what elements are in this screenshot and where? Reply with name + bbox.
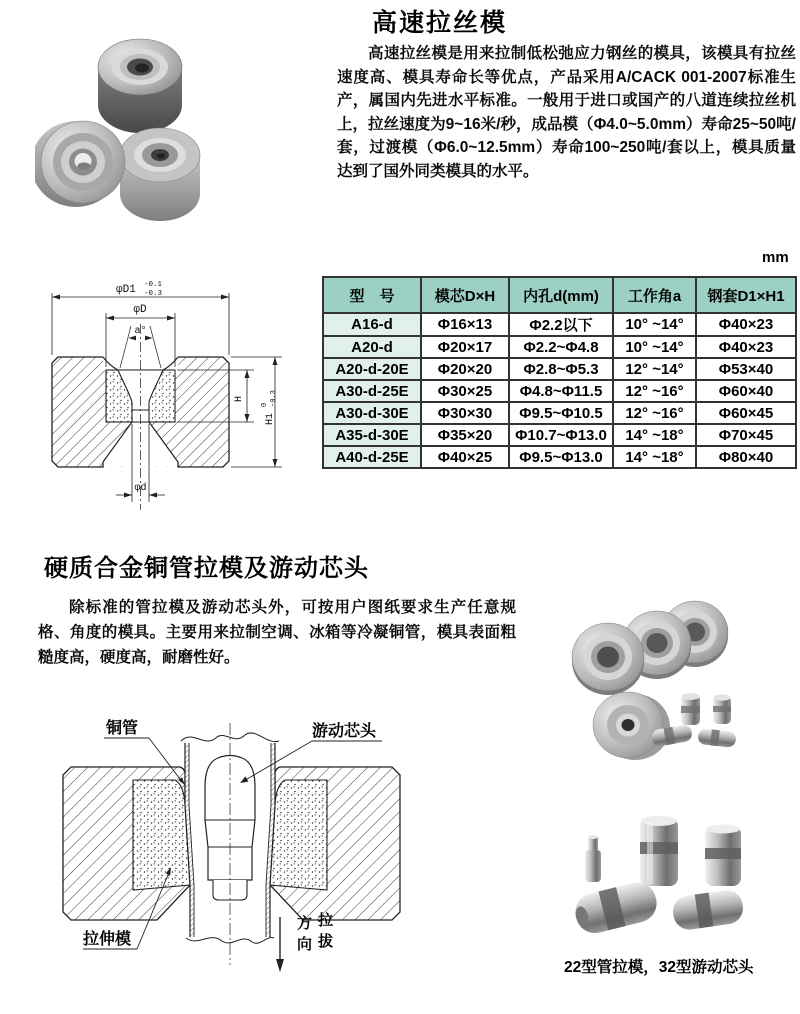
die-top	[98, 39, 182, 133]
spec-table-cell: Φ20×17	[421, 336, 509, 358]
spec-table-cell: Φ9.5~Φ10.5	[509, 402, 613, 424]
spec-table-cell: 14° ~18°	[613, 424, 696, 446]
spec-table-cell: Φ35×20	[421, 424, 509, 446]
spec-table-cell: Φ60×45	[696, 402, 796, 424]
spec-table-model-cell: A16-d	[323, 313, 421, 336]
dim-d1-tol-upper: -0.1	[144, 281, 163, 289]
copper-tube-label: 铜管	[106, 720, 139, 737]
dim-h1-labels	[261, 390, 278, 425]
drawing-die-label: 拉伸模	[83, 931, 132, 948]
spec-table-model-cell: A30-d-30E	[323, 402, 421, 424]
spec-table-model-cell: A40-d-25E	[323, 446, 421, 468]
table-unit-label: mm	[762, 249, 789, 266]
spec-table-cell: Φ53×40	[696, 358, 796, 380]
spec-table-model-cell: A30-d-25E	[323, 380, 421, 402]
dim-d-label: φD	[133, 304, 147, 316]
spec-table-header-cell: 钢套D1×H1	[696, 277, 796, 313]
carbide-core-right	[270, 780, 327, 890]
die-cross-section-drawing	[32, 262, 312, 520]
spec-table-head	[323, 277, 796, 313]
direction-label-col2: 拉拔	[317, 912, 333, 950]
product-photo-wire-drawing-dies	[35, 22, 305, 237]
spec-table-cell: Φ10.7~Φ13.0	[509, 424, 613, 446]
spec-table-row	[323, 336, 796, 358]
dim-h1	[231, 357, 282, 467]
product-photo-tube-dies	[555, 580, 795, 770]
spec-table-row	[323, 402, 796, 424]
spec-table-cell: Φ2.2~Φ4.8	[509, 336, 613, 358]
dim-h-label: H	[234, 395, 245, 403]
product-photo-floating-plugs	[555, 790, 795, 960]
section2-title: 硬质合金铜管拉模及游动芯头	[44, 555, 369, 582]
spec-table-row	[323, 358, 796, 380]
spec-table-body	[323, 313, 796, 468]
photo-caption: 22型管拉模，32型游动芯头	[564, 959, 754, 976]
spec-table-cell: 12° ~16°	[613, 402, 696, 424]
spec-table-cell: Φ40×25	[421, 446, 509, 468]
barrel-plug-2	[671, 888, 745, 931]
spec-table-cell: Φ70×45	[696, 424, 796, 446]
spec-table-cell: Φ60×40	[696, 380, 796, 402]
dim-angle-label: a°	[134, 326, 147, 337]
dim-d1-label: φD1	[116, 284, 136, 296]
spec-table-cell: 10° ~14°	[613, 313, 696, 336]
spec-table-cell: 12° ~16°	[613, 380, 696, 402]
spec-table-model-cell: A35-d-30E	[323, 424, 421, 446]
spec-table-header-cell: 内孔d(mm)	[509, 277, 613, 313]
dim-h1-label: H1	[265, 412, 276, 425]
spec-table-model-cell: A20-d	[323, 336, 421, 358]
upright-plug-2	[705, 825, 741, 887]
spec-table-cell: Φ80×40	[696, 446, 796, 468]
section1-paragraph: 高速拉丝模是用来拉制低松弛应力钢丝的模具，该模具有拉丝速度高、模具寿命长等优点，产品采用A/CACK 001-2007标准生产，属国内先进水平标准。一般用于进口或国产的八道连续拉丝机上，拉丝速度为9~16米/秒，成品模（Φ4.0~5.0mm）寿命25~50吨/套，过渡模（Φ6.0~12.5mm）寿命100~250吨/套以上，模具质量达到了国外同类模具的水平。	[337, 45, 796, 180]
die-front-view	[593, 692, 670, 760]
spec-table-header-cell: 工作角a	[613, 277, 696, 313]
spec-table-row	[323, 446, 796, 468]
spec-table-model-cell: A20-d-20E	[323, 358, 421, 380]
die-bottom-right	[120, 128, 200, 221]
spec-table-row	[323, 313, 796, 336]
spec-table-cell: Φ9.5~Φ13.0	[509, 446, 613, 468]
spec-table-header-cell: 模芯D×H	[421, 277, 509, 313]
tube-drawing-diagram	[45, 695, 445, 995]
spec-table-cell: Φ20×20	[421, 358, 509, 380]
direction-arrow	[276, 917, 284, 972]
spec-table-cell: Φ16×13	[421, 313, 509, 336]
direction-label-col1: 方向	[296, 915, 312, 953]
barrel-plug-1	[571, 878, 660, 937]
die-bottom-left	[35, 121, 125, 207]
spec-table-cell: Φ40×23	[696, 336, 796, 358]
spec-table-cell: Φ30×30	[421, 402, 509, 424]
ring-die-front	[572, 623, 644, 695]
section2-paragraph: 除标准的管拉模及游动芯头外，可按用户图纸要求生产任意规格、角度的模具。主要用来拉制空调、冰箱等冷凝铜管，模具表面粗糙度高，硬度高，耐磨性好。	[38, 599, 516, 666]
spec-table-cell: 10° ~14°	[613, 336, 696, 358]
spec-table-row	[323, 380, 796, 402]
floating-plug-label: 游动芯头	[312, 723, 377, 740]
dim-h1-tol-lower: -0.3	[270, 390, 278, 407]
spec-table-header-cell: 型 号	[323, 277, 421, 313]
spec-table-cell: 12° ~14°	[613, 358, 696, 380]
spec-table-cell: Φ40×23	[696, 313, 796, 336]
spec-table-row	[323, 424, 796, 446]
spec-table	[322, 276, 797, 469]
dim-d1-tol-lower: -0.3	[144, 290, 163, 298]
dim-h1-tol-upper: 0	[261, 402, 269, 407]
dim-small-d-label: φd	[134, 483, 147, 494]
spec-table-cell: Φ4.8~Φ11.5	[509, 380, 613, 402]
upright-plug-1	[640, 816, 678, 886]
section1-title: 高速拉丝模	[372, 9, 508, 37]
spec-table-cell: Φ30×25	[421, 380, 509, 402]
spec-table-cell: Φ2.2以下	[509, 313, 613, 336]
spec-table-cell: Φ2.8~Φ5.3	[509, 358, 613, 380]
carbide-core-left	[133, 780, 190, 890]
stepped-pin	[585, 835, 601, 882]
spec-table-cell: 14° ~18°	[613, 446, 696, 468]
